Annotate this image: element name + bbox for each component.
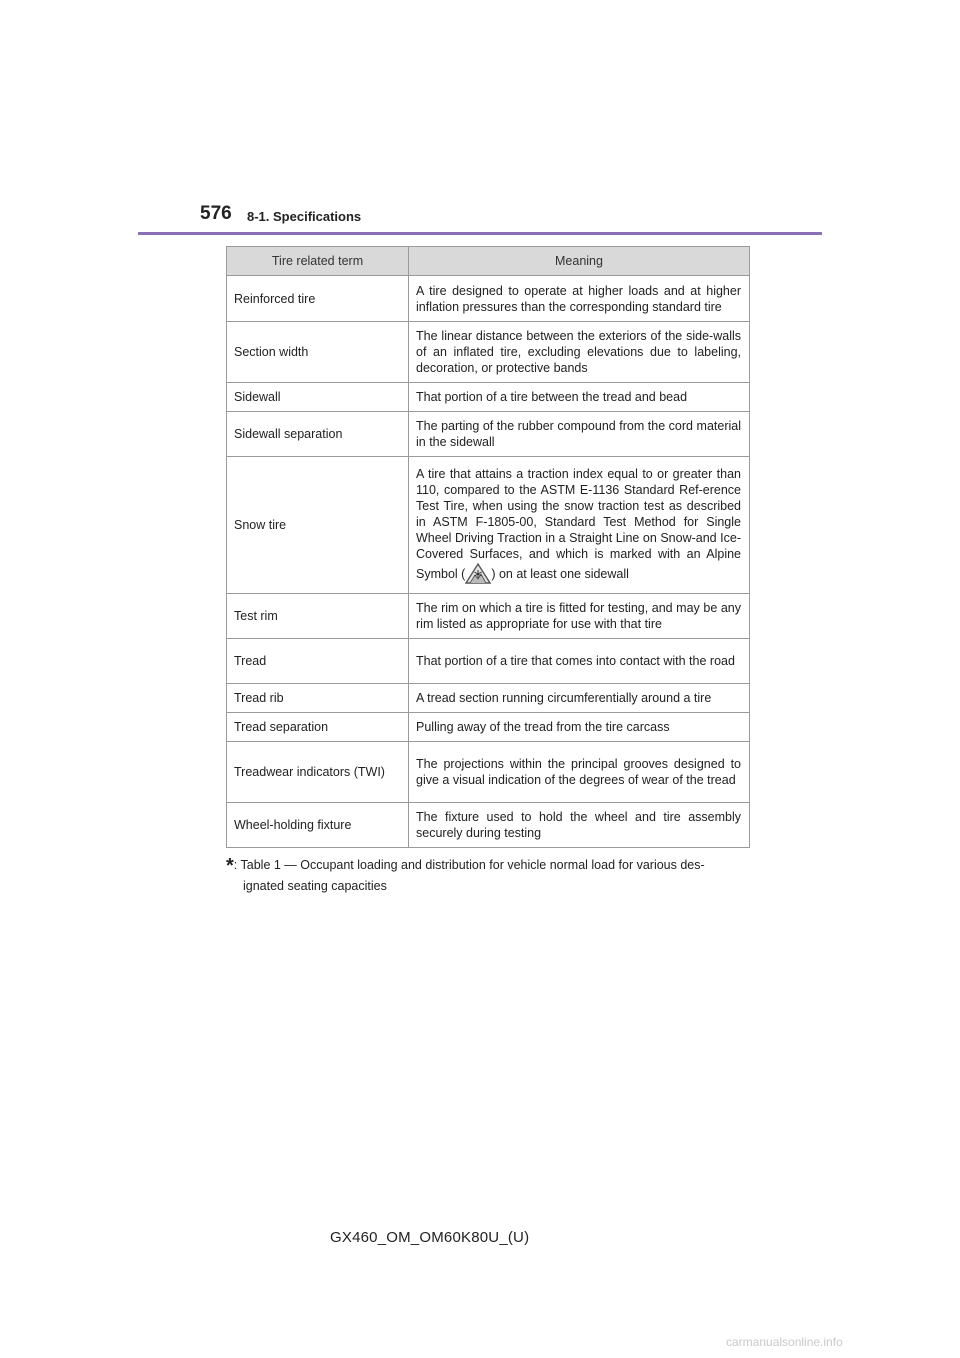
table-row bbox=[227, 276, 750, 322]
table-header-row bbox=[227, 247, 750, 276]
page-header bbox=[200, 203, 822, 233]
term-cell: Tread bbox=[227, 639, 409, 684]
meaning-cell: Pulling away of the tread from the tire carcass bbox=[409, 713, 750, 742]
watermark: carmanualsonline.info bbox=[726, 1335, 843, 1349]
meaning-cell: The projections within the principal grooves designed to give a visual indication of the degrees of wear of the tread bbox=[409, 742, 750, 803]
term-cell: Sidewall separation bbox=[227, 412, 409, 457]
meaning-cell: The rim on which a tire is fitted for testing, and may be any rim listed as appropriate for use with that tire bbox=[409, 594, 750, 639]
term-cell: Tread separation bbox=[227, 713, 409, 742]
table-row bbox=[227, 803, 750, 848]
footnote-text: : Table 1 — Occupant loading and distribution for vehicle normal load for various des- bbox=[233, 858, 705, 872]
meaning-text-tail-after: ) on at least one sidewall bbox=[491, 567, 629, 581]
meaning-cell: That portion of a tire that comes into contact with the road bbox=[409, 639, 750, 684]
table-row bbox=[227, 684, 750, 713]
meaning-cell bbox=[409, 457, 750, 594]
meaning-text-tail-before: with an Alpine Symbol ( bbox=[416, 547, 741, 581]
meaning-cell: That portion of a tire between the tread and bead bbox=[409, 383, 750, 412]
meaning-cell: The parting of the rubber compound from the cord material in the sidewall bbox=[409, 412, 750, 457]
column-header-meaning: Meaning bbox=[409, 247, 750, 276]
footnote-line bbox=[226, 855, 750, 876]
term-cell: Reinforced tire bbox=[227, 276, 409, 322]
term-cell: Sidewall bbox=[227, 383, 409, 412]
term-cell: Tread rib bbox=[227, 684, 409, 713]
table-row bbox=[227, 457, 750, 594]
column-header-term: Tire related term bbox=[227, 247, 409, 276]
mountain-snowflake-icon bbox=[465, 562, 491, 584]
term-cell: Wheel-holding fixture bbox=[227, 803, 409, 848]
table-row bbox=[227, 322, 750, 383]
table-row bbox=[227, 713, 750, 742]
meaning-cell: The linear distance between the exteriors of the side-walls of an inflated tire, excluding elevations due to labeling, decoration, or protective bands bbox=[409, 322, 750, 383]
meaning-cell: The fixture used to hold the wheel and tire assembly securely during testing bbox=[409, 803, 750, 848]
footnote bbox=[226, 855, 750, 896]
tire-terms-table bbox=[226, 246, 750, 848]
table-row bbox=[227, 742, 750, 803]
section-title: 8-1. Specifications bbox=[247, 209, 362, 224]
term-cell: Test rim bbox=[227, 594, 409, 639]
footnote-marker: * bbox=[226, 855, 234, 877]
page-number: 576 bbox=[200, 203, 232, 224]
table-row bbox=[227, 383, 750, 412]
table-row bbox=[227, 594, 750, 639]
term-cell: Snow tire bbox=[227, 457, 409, 594]
term-cell: Section width bbox=[227, 322, 409, 383]
meaning-text: A tire that attains a traction index equal to or greater than 110, compared to the ASTM E-1136 Standard Ref-erence Test Tire, when using the snow traction test as described in ASTM F-1805-00, Standard Test Method for Single Wheel Driving Traction in a Straight Line on Snow-and Ice-Covered Surfaces, and which is marked bbox=[416, 467, 741, 561]
meaning-cell: A tire designed to operate at higher loads and at higher inflation pressures than the corresponding standard tire bbox=[409, 276, 750, 322]
document-code: GX460_OM_OM60K80U_(U) bbox=[330, 1229, 530, 1246]
meaning-cell: A tread section running circumferentially around a tire bbox=[409, 684, 750, 713]
header-rule bbox=[138, 232, 822, 235]
table-row bbox=[227, 412, 750, 457]
table-row bbox=[227, 639, 750, 684]
footnote-continuation: ignated seating capacities bbox=[243, 879, 387, 893]
term-cell: Treadwear indicators (TWI) bbox=[227, 742, 409, 803]
